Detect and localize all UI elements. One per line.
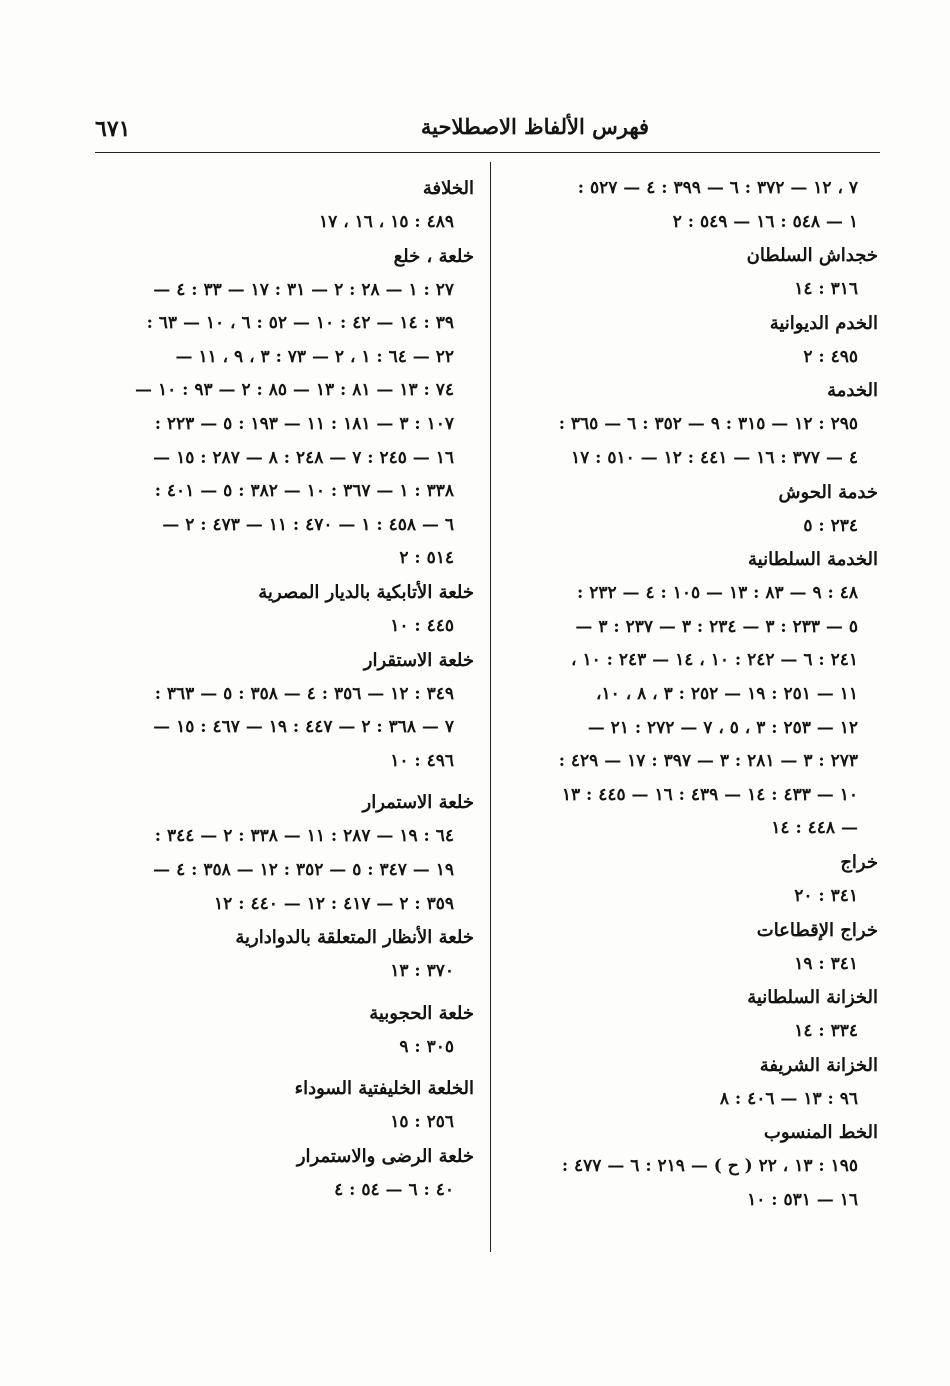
- entry-ref: ٢٥٦ : ١٥: [390, 1112, 454, 1133]
- entry-ref: ٦٤ : ١٩ — ٢٨٧ : ١١ — ٣٣٨ : ٢ — ٣٤٤ :: [154, 826, 454, 847]
- entry-ref: ٤٩٦ : ١٠: [390, 750, 454, 771]
- entry-heading: خلعة الرضى والاستمرار: [296, 1145, 474, 1167]
- entry-heading: خراج الإقطاعات: [756, 919, 878, 941]
- entry-ref: ٧ — ٣٦٨ : ٢ — ٤٤٧ : ١٩ — ٤٦٧ : ١٥ —: [153, 717, 454, 738]
- entry-ref: ١٠ — ٤٣٣ : ١٤ — ٤٣٩ : ١٦ — ٤٤٥ : ١٣: [561, 784, 858, 805]
- entry-heading: خلعة الحجوبية: [369, 1002, 474, 1024]
- entry-ref: ٢٧٣ : ٣ — ٢٨١ : ٣ — ٣٩٧ : ١٧ — ٤٢٩ :: [558, 751, 858, 772]
- running-title: فهرس الألفاظ الاصطلاحية: [420, 114, 650, 139]
- entry-ref: ٧٤ : ١٣ — ٨١ : ١٣ — ٨٥ : ٢ — ٩٣ : ١٠ —: [135, 380, 454, 401]
- entry-ref: ٣٤١ : ١٩: [794, 953, 858, 974]
- entry-heading: الخزانة السلطانية: [747, 987, 878, 1009]
- entry-heading: الخدمة السلطانية: [748, 549, 878, 571]
- entry-ref: ٣٩ : ١٤ — ٤٢ : ١٠ — ٥٢ : ٦ ، ١٠ — ٦٣ :: [146, 313, 454, 334]
- entry-heading: الخدمة: [827, 380, 878, 402]
- entry-ref: ٧ ، ١٢ — ٣٧٢ : ٦ — ٣٩٩ : ٤ — ٥٢٧ :: [577, 178, 858, 198]
- entry-heading: خلعة ، خلع: [393, 245, 474, 267]
- entry-ref: ٣٤١ : ٢٠: [794, 885, 858, 906]
- entry-ref: ٣٣٤ : ١٤: [794, 1021, 858, 1042]
- entry-ref: ٤٩٥ : ٢: [803, 346, 858, 367]
- entry-ref: ١٦ — ٢٤٥ : ٧ — ٢٤٨ : ٨ — ٢٨٧ : ١٥ —: [153, 447, 454, 468]
- entry-ref: ١٢ — ٢٥٣ : ٣ ، ٥ ، ٧ — ٢٧٢ : ٢١ —: [587, 717, 858, 738]
- entry-ref: ٦ — ٤٥٨ : ١ — ٤٧٠ : ١١ — ٤٧٣ : ٢ —: [162, 514, 454, 535]
- entry-heading: الخلافة: [422, 178, 474, 199]
- entry-ref: ٣٧٠ : ١٣: [390, 961, 454, 982]
- entry-ref: ٣٤٩ : ١٢ — ٣٥٦ : ٤ — ٣٥٨ : ٥ — ٣٦٣ :: [154, 683, 454, 704]
- entry-ref: ٤٠ : ٦ — ٥٤ : ٤: [334, 1179, 454, 1200]
- entry-heading: الخط المنسوب: [763, 1122, 878, 1144]
- entry-ref: ١٦ — ٥٣١ : ١٠: [747, 1189, 858, 1210]
- entry-heading: خجداش السلطان: [746, 245, 878, 267]
- entry-ref: — ٤٤٨ : ١٤: [771, 818, 858, 839]
- entry-ref: ٣٠٥ : ٩: [399, 1036, 454, 1057]
- entry-ref: ١٩٥ : ١٣ ، ٢٢ ( ح ) — ٢١٩ : ٦ — ٤٧٧ :: [561, 1156, 858, 1177]
- entry-heading: خلعة الاستقرار: [363, 649, 474, 671]
- spacer: [108, 1064, 474, 1072]
- entry-ref: ١ — ٥٤٨ : ١٦ — ٥٤٩ : ٢: [672, 211, 858, 232]
- entry-ref: ٢٤١ : ٦ — ٢٤٢ : ١٠ ، ١٤ — ٢٤٣ : ١٠ ،: [571, 650, 858, 671]
- entry-ref: ٥ — ٢٣٣ : ٣ — ٢٣٤ : ٣ — ٢٣٧ : ٣ —: [575, 616, 858, 637]
- spacer: [108, 778, 474, 786]
- entry-heading: خلعة الأنظار المتعلقة بالدوادارية: [235, 927, 474, 949]
- entry-ref: ٢٢ — ٦٤ : ١ ، ٢ — ٧٣ : ٣ ، ٩ ، ١١ —: [175, 346, 454, 367]
- entry-ref: ٩٦ : ١٣ — ٤٠٦ : ٨: [719, 1088, 858, 1109]
- entry-ref: ٣٥٩ : ٢ — ٤١٧ : ١٢ — ٤٤٠ : ١٢: [214, 893, 454, 914]
- entry-heading: خدمة الحوش: [778, 481, 878, 503]
- right-column: [508, 172, 878, 1217]
- entry-ref: ١٩ — ٣٤٧ : ٥ — ٣٥٢ : ١٢ — ٣٥٨ : ٤ —: [153, 859, 454, 880]
- entry-ref: ٣١٦ : ١٤: [794, 279, 858, 300]
- entry-heading: الخلعة الخليفتية السوداء: [294, 1078, 474, 1100]
- entry-ref: ٤ — ٣٧٧ : ١٦ — ٤٤١ : ١٢ — ٥١٠ : ١٧: [570, 447, 858, 468]
- entry-ref: ٢٩٥ : ١٢ — ٣١٥ : ٩ — ٣٥٢ : ٦ — ٣٦٥ :: [558, 414, 858, 435]
- entry-ref: ٢٣٤ : ٥: [803, 515, 858, 536]
- page-number: ٦٧١: [95, 116, 131, 142]
- entry-ref: ١١ — ٢٥١ : ١٩ — ٢٥٢ : ٣ ، ٨ ، ١٠،: [596, 683, 858, 704]
- entry-ref: ٤٨ : ٩ — ٨٣ : ١٣ — ١٠٥ : ٤ — ٢٣٢ :: [577, 583, 858, 604]
- entry-ref: ٥١٤ : ٢: [399, 548, 454, 569]
- page-header: [95, 112, 880, 152]
- entry-ref: ٤٨٩ : ١٥ ، ١٦ ، ١٧: [319, 212, 454, 232]
- column-divider: [490, 162, 491, 1252]
- entry-ref: ٣٣٨ : ١ — ٣٦٧ : ١٠ — ٣٨٢ : ٥ — ٤٠١ :: [154, 481, 454, 502]
- entry-heading: خراج: [840, 851, 878, 873]
- entry-heading: خلعة الأتابكية بالديار المصرية: [258, 581, 474, 603]
- spacer: [108, 989, 474, 997]
- entry-heading: خلعة الاستمرار: [362, 792, 474, 814]
- entry-ref: ٢٧ : ١ — ٢٨ : ٢ — ٣١ : ١٧ — ٣٣ : ٤ —: [153, 279, 454, 300]
- header-rule: [95, 152, 880, 153]
- entry-heading: الخزانة الشريفة: [759, 1054, 878, 1076]
- entry-ref: ١٠٧ : ٣ — ١٨١ : ١١ — ١٩٣ : ٥ — ٢٢٣ :: [154, 413, 454, 434]
- entry-heading: الخدم الديوانية: [769, 312, 878, 334]
- left-column: [108, 172, 474, 1207]
- entry-ref: ٤٤٥ : ١٠: [390, 615, 454, 636]
